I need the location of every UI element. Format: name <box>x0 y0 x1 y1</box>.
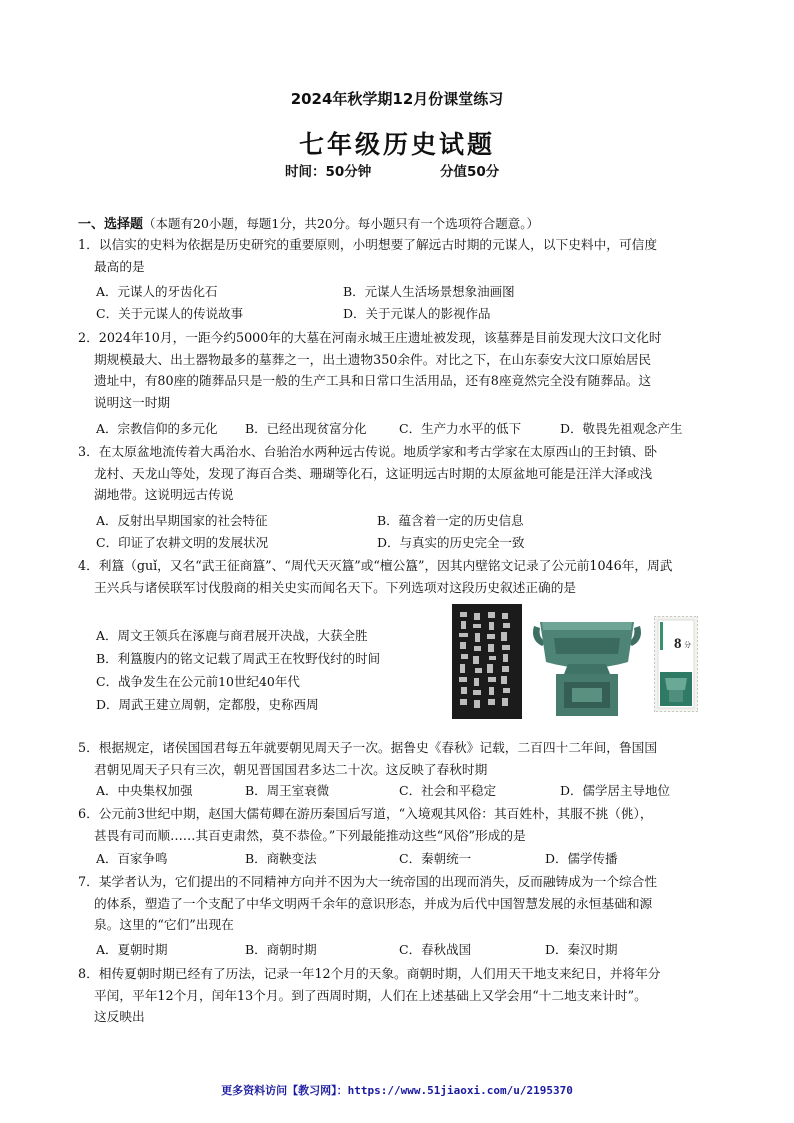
option-2b: B．已经出现贫富分化 <box>245 421 367 436</box>
commemorative-stamp-image <box>654 616 698 712</box>
option-6b: B．商鞅变法 <box>245 851 317 866</box>
option-3d: D．与真实的历史完全一致 <box>377 535 525 550</box>
question-line: 最高的是 <box>94 258 145 274</box>
question-line: 6．公元前3世纪中期，赵国大儒荀卿在游历秦国后写道，“入境观其风俗：其百姓朴，其服不挑（佻）， <box>78 806 653 821</box>
option-6d: D．儒学传播 <box>545 851 618 866</box>
option-3b: B．蕴含着一定的历史信息 <box>377 513 524 528</box>
option-1d: D．关于元谋人的影视作品 <box>343 306 491 321</box>
question-line: 平闰，平年12个月，闰年13个月。到了西周时期，人们在上述基础上又学会用“十二地支来计时”。 <box>94 987 647 1003</box>
option-5c: C．社会和平稳定 <box>399 783 497 798</box>
question-line: 7．某学者认为，它们提出的不同精神方向并不因为大一统帝国的出现而消失，反而融铸成为一个综合性 <box>78 874 658 889</box>
option-1c: C．关于元谋人的传说故事 <box>96 306 244 321</box>
question-line: 甚畏有司而顺……其百吏肃然，莫不恭俭。”下列最能推动这些“风俗”形成的是 <box>94 827 526 843</box>
section-note: （本题有20小题，每题1分，共20分。每小题只有一个选项符合题意。） <box>143 216 540 231</box>
question-8 <box>78 963 660 1028</box>
question-line: 说明这一时期 <box>94 394 171 410</box>
question-line: 8．相传夏朝时期已经有了历法，记录一年12个月的天象。商朝时期，人们用天干地支来纪日，并将年分 <box>78 966 661 981</box>
stamp-unit: 分 <box>684 641 691 649</box>
question-line: 3．在太原盆地流传着大禹治水、台骀治水两种远古传说。地质学家和考古学家在太原西山的王封镇、卧 <box>78 444 658 459</box>
question-line: 期规模最大、出土器物最多的墓葬之一，出土遗物350余件。对比之下，在山东泰安大汶口原始居民 <box>94 351 652 367</box>
question-line: 的体系，塑造了一个支配了中华文明两千余年的意识形态，并成为后代中国智慧发展的永恒基础和源 <box>94 895 653 911</box>
question-2 <box>78 327 662 413</box>
option-4d: D．周武王建立周朝，定都殷，史称西周 <box>96 697 319 712</box>
question-line: 2．2024年10月，一距今约5000年的大墓在河南永城王庄遗址被发现，该墓葬是目前发现大汶口文化时 <box>78 330 662 345</box>
question-line: 泉。这里的“它们”出现在 <box>94 917 234 932</box>
question-4 <box>78 555 672 598</box>
bronze-gui-vessel-image <box>528 604 646 719</box>
exam-term-title: 2024年秋学期12月份课堂练习 <box>290 90 504 108</box>
option-7c: C．春秋战国 <box>399 942 472 957</box>
option-5b: B．周王室衰微 <box>245 783 330 798</box>
inscription-rubbing-image <box>452 604 522 719</box>
exam-score: 分值50分 <box>440 164 500 180</box>
question-line: 君朝见周天子只有三次，朝见晋国国君多达二十次。这反映了春秋时期 <box>94 761 488 777</box>
option-1a: A．元谋人的牙齿化石 <box>96 284 218 299</box>
option-4c: C．战争发生在公元前10世纪40年代 <box>96 674 300 689</box>
option-7a: A．夏朝时期 <box>96 942 168 957</box>
question-line: 5．根据规定，诸侯国国君每五年就要朝见周天子一次。据鲁史《春秋》记载，二百四十二年间，鲁国国 <box>78 740 658 755</box>
option-5d: D．儒学居主导地位 <box>560 783 671 798</box>
question-line: 龙村、天龙山等处，发现了海百合类、珊瑚等化石，这证明远古时期的太原盆地可能是汪洋大泽或浅 <box>94 465 653 481</box>
question-line: 王兴兵与诸侯联军讨伐殷商的相关史实而闻名天下。下列选项对这段历史叙述正确的是 <box>94 579 577 595</box>
question-line: 1．以信实的史料为依据是历史研究的重要原则，小明想要了解远古时期的元谋人，以下史料中，可信度 <box>78 237 658 252</box>
option-6c: C．秦朝统一 <box>399 851 472 866</box>
option-2a: A．宗教信仰的多元化 <box>96 421 218 436</box>
question-line: 湖地带。这说明远古传说 <box>94 487 234 502</box>
question-3 <box>78 441 657 506</box>
question-5 <box>78 737 657 780</box>
option-7d: D．秦汉时期 <box>545 942 618 957</box>
question-line: 这反映出 <box>94 1009 145 1024</box>
option-1b: B．元谋人生活场景想象油画图 <box>343 284 515 299</box>
option-4a: A．周文王领兵在涿鹿与商君展开决战，大获全胜 <box>96 628 368 643</box>
question-1 <box>78 234 657 277</box>
option-7b: B．商朝时期 <box>245 942 317 957</box>
question-line: 遗址中，有80座的随葬品只是一般的生产工具和日常口生活用品，还有8座竟然完全没有随葬品。这 <box>94 373 652 388</box>
option-5a: A．中央集权加强 <box>96 783 193 798</box>
option-3c: C．印证了农耕文明的发展状况 <box>96 535 269 550</box>
section-heading <box>78 213 539 232</box>
exam-subject-title: 七年级历史试题 <box>298 130 495 159</box>
question-6 <box>78 803 653 846</box>
option-6a: A．百家争鸣 <box>96 851 168 866</box>
question-line: 4．利簋（guǐ，又名“武王征商簋”、“周代天灭簋”或“檀公簋”，因其内壁铭文记录了公元前1046年，周武 <box>78 558 673 573</box>
exam-time: 时间：50分钟 <box>285 164 372 180</box>
option-4b: B．利簋腹内的铭文记载了周武王在牧野伐纣的时间 <box>96 651 381 666</box>
stamp-denomination: 8 <box>674 636 682 652</box>
option-3a: A．反射出早期国家的社会特征 <box>96 513 268 528</box>
option-2c: C．生产力水平的低下 <box>399 421 522 436</box>
question-7 <box>78 871 657 936</box>
section-title: 一、选择题 <box>78 217 144 232</box>
footer-link[interactable]: 更多资料访问【教习网】：https://www.51jiaoxi.com/u/2195370 <box>221 1084 573 1097</box>
option-2d: D．敬畏先祖观念产生 <box>560 421 683 436</box>
